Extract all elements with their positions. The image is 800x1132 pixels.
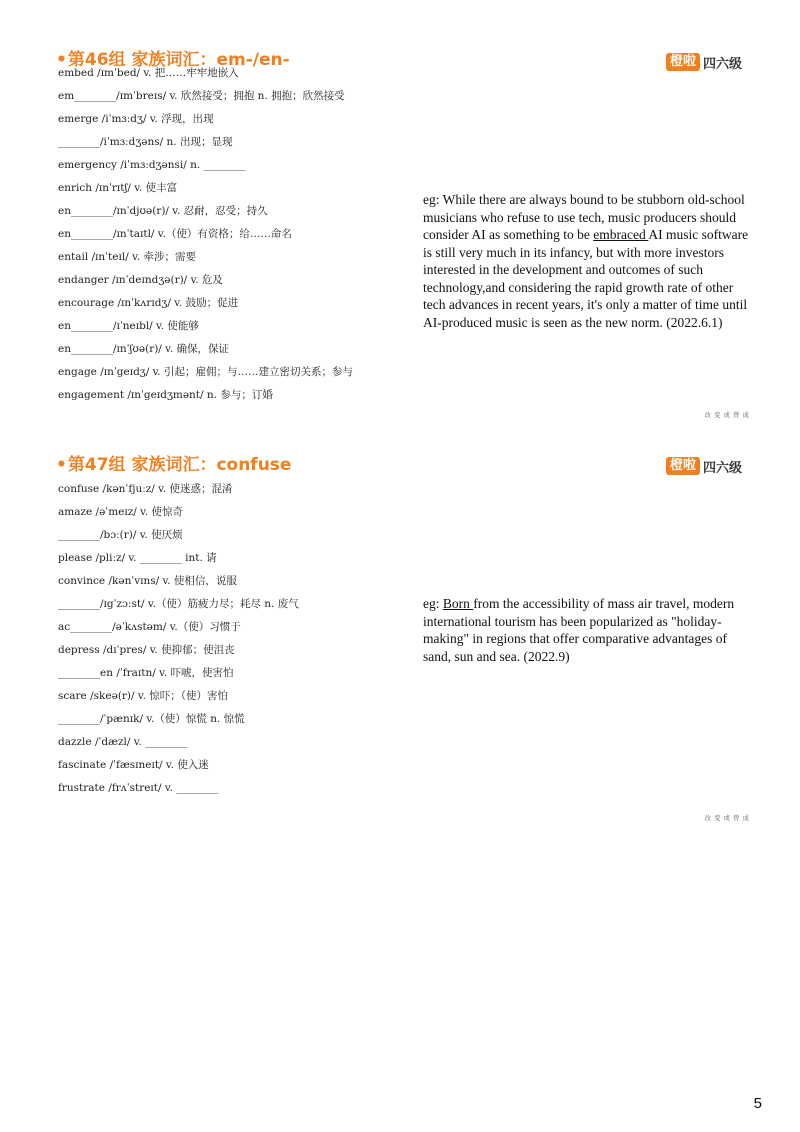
vocab-entry: em________/ɪmˈbreɪs/ v. 欣然接受；拥抱 n. 拥抱；欣然接受 xyxy=(58,90,345,102)
footer-motto: 改变或曾成 xyxy=(704,411,752,419)
vocab-entry: en________/ɪnˈʃʊə(r)/ v. 确保，保证 xyxy=(58,343,230,355)
highlight-word: embraced xyxy=(593,227,649,242)
vocab-entry: ________en /ˈfraɪtn/ v. 吓唬，使害怕 xyxy=(58,667,234,679)
vocab-entry: emerge /iˈmɜːdʒ/ v. 浮现，出现 xyxy=(58,113,214,125)
footer-motto: 改变或曾成 xyxy=(704,814,752,822)
example-text: from the accessibility of mass air travel, modern international tourism has been popularized as "holiday-making" in regions that offer comparative advantages of sand, sun and sea. (2022.9) xyxy=(423,596,735,664)
vocab-entry: encourage /ɪnˈkʌrɪdʒ/ v. 鼓励；促进 xyxy=(58,297,239,309)
brand-text: 四六级 xyxy=(702,460,742,476)
vocab-entry: ________/bɔː(r)/ v. 使厌烦 xyxy=(58,529,183,541)
example-sentence xyxy=(423,595,753,665)
example-sentence xyxy=(423,191,753,331)
vocab-list xyxy=(58,478,299,800)
vocab-entry: amaze /əˈmeɪz/ v. 使惊奇 xyxy=(58,506,183,518)
vocab-entry: enrich /ɪnˈrɪtʃ/ v. 使丰富 xyxy=(58,182,178,194)
vocab-entry: ________/ˈpænɪk/ v.（使）惊慌 n. 惊慌 xyxy=(58,713,245,725)
vocab-entry: engagement /ɪnˈgeɪdʒmənt/ n. 参与；订婚 xyxy=(58,389,273,401)
page-number: 5 xyxy=(753,1095,762,1112)
vocab-entry: ________/ɪgˈzɔːst/ v.（使）筋疲力尽；耗尽 n. 废气 xyxy=(58,598,299,610)
vocab-entry: entail /ɪnˈteɪl/ v. 牵涉；需要 xyxy=(58,251,196,263)
vocab-entry: engage /ɪnˈgeɪdʒ/ v. 引起；雇佣；与……建立密切关系；参与 xyxy=(58,366,353,378)
vocab-entry: convince /kənˈvɪns/ v. 使相信，说服 xyxy=(58,575,237,587)
vocab-list xyxy=(58,62,353,407)
brand-badge xyxy=(666,457,742,475)
vocab-entry: ac________/əˈkʌstəm/ v.（使）习惯于 xyxy=(58,621,241,633)
brand-logo: 橙啦 xyxy=(666,53,700,71)
vocab-entry: ________/iˈmɜːdʒəns/ n. 出现；显现 xyxy=(58,136,233,148)
vocab-entry: please /pliːz/ v. ________ int. 请 xyxy=(58,552,217,564)
vocab-entry: depress /dɪˈpres/ v. 使抑郁；使沮丧 xyxy=(58,644,235,656)
example-text: eg: xyxy=(423,596,443,611)
vocab-entry: en________/ɪnˈtaɪtl/ v.（使）有资格；给……命名 xyxy=(58,228,292,240)
section-title: •第46组 家族词汇：em-/en- xyxy=(56,50,290,70)
vocab-entry: emergency /iˈmɜːdʒənsi/ n. ________ xyxy=(58,159,246,171)
vocab-entry: endanger /ɪnˈdeɪndʒə(r)/ v. 危及 xyxy=(58,274,223,286)
highlight-word: Born xyxy=(442,596,474,611)
vocab-entry: en________/ɪˈneɪbl/ v. 使能够 xyxy=(58,320,199,332)
section-title: •第47组 家族词汇：confuse xyxy=(56,455,292,475)
vocab-entry: confuse /kənˈfjuːz/ v. 使迷惑；混淆 xyxy=(58,483,233,495)
vocab-entry: frustrate /frʌˈstreɪt/ v. ________ xyxy=(58,782,219,794)
vocab-entry: scare /skeə(r)/ v. 惊吓；（使）害怕 xyxy=(58,690,229,702)
brand-badge xyxy=(666,53,742,71)
brand-text: 四六级 xyxy=(702,56,742,72)
example-text: AI music software is still very much in its infancy, but with more investors interested in the development and outcomes of such technology,and considering the rapid growth rate of other tech advances in recent years, it's only a matter of time until AI-produced music is seen as the new norm. (2022.6.1) xyxy=(423,227,749,330)
vocab-entry: en________/ɪnˈdjʊə(r)/ v. 忍耐，忍受；持久 xyxy=(58,205,268,217)
example-text: eg: While there are always bound to be stubborn old-school musicians who refuse to use tech, music producers should consider AI as something to be xyxy=(423,192,745,242)
brand-logo: 橙啦 xyxy=(666,457,700,475)
vocab-entry: fascinate /ˈfæsɪneɪt/ v. 使入迷 xyxy=(58,759,209,771)
vocab-entry: embed /ɪmˈbed/ v. 把……牢牢地嵌入 xyxy=(58,67,239,79)
vocab-entry: dazzle /ˈdæzl/ v. ________ xyxy=(58,736,188,748)
